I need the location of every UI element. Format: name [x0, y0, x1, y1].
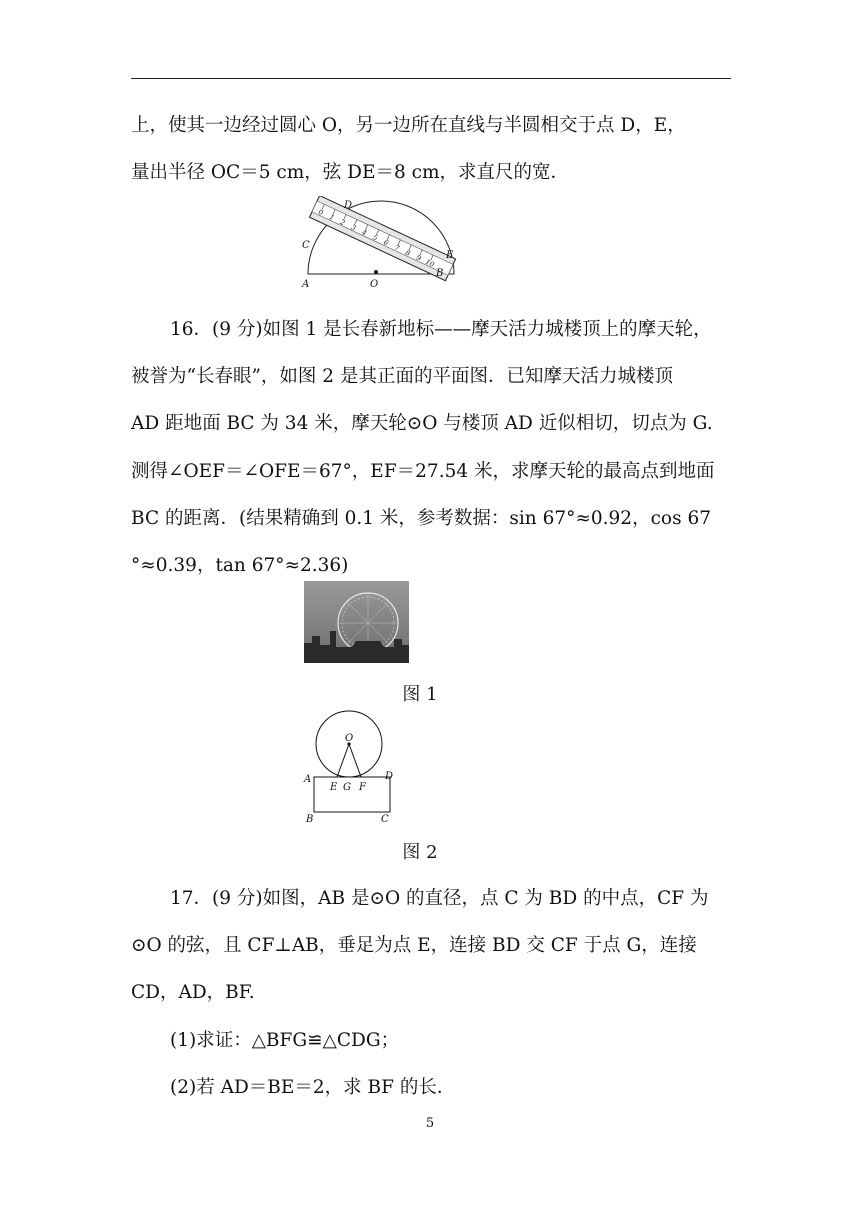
ruler-semicircle-figure — [298, 196, 462, 292]
label-D: D — [385, 771, 394, 782]
p16-line5: BC 的距离．(结果精确到 0.1 米，参考数据：sin 67°≈0.92，cos 67 — [131, 508, 711, 529]
label-F: F — [359, 782, 366, 793]
page-number: 5 — [425, 1116, 435, 1131]
ferris-wheel-photo — [304, 581, 409, 663]
p17-line1: 17．(9 分)如图，AB 是⊙O 的直径，点 C 为 BD 的中点，CF 为 — [170, 888, 709, 909]
ruler-mark: 2 — [338, 218, 347, 228]
figure1-caption: 图 1 — [402, 684, 438, 705]
ruler-mark: 9 — [414, 253, 423, 263]
p15-line1: 上，使其一边经过圆心 O，另一边所在直线与半圆相交于点 D，E， — [131, 115, 686, 136]
ruler-mark: 0 — [317, 208, 325, 218]
label-D: D — [344, 200, 353, 211]
p15-line2: 量出半径 OC＝5 cm，弦 DE＝8 cm，求直尺的宽． — [131, 162, 570, 183]
ruler-mark: 1 — [327, 213, 336, 223]
label-E: E — [446, 250, 454, 261]
ruler-mark: 7 — [393, 243, 401, 253]
p17-line3: CD，AD，BF. — [131, 982, 255, 1003]
figure2-caption: 图 2 — [402, 842, 438, 863]
label-G: G — [343, 782, 351, 793]
label-C: C — [302, 240, 310, 251]
ruler-mark: 5 — [371, 233, 379, 243]
p16-line3: AD 距地面 BC 为 34 米，摩天轮⊙O 与楼顶 AD 近似相切，切点为 G. — [131, 413, 713, 434]
ruler-mark: 4 — [360, 228, 368, 238]
p16-line2: 被誉为“长春眼”，如图 2 是其正面的平面图．已知摩天活力城楼顶 — [131, 366, 673, 387]
label-B: B — [436, 268, 444, 279]
label-A: A — [304, 774, 312, 785]
label-O: O — [345, 733, 354, 744]
label-C: C — [381, 814, 389, 825]
ruler-mark: 8 — [404, 248, 412, 258]
header-rule — [131, 78, 731, 79]
ruler-mark: 6 — [382, 238, 390, 248]
building-rect — [314, 777, 390, 812]
p17-line5: (2)若 AD＝BE＝2，求 BF 的长． — [170, 1077, 456, 1098]
label-E: E — [330, 782, 338, 793]
ferris-wheel-diagram — [300, 700, 410, 828]
label-O: O — [370, 279, 379, 290]
ruler-mark: 3 — [349, 223, 358, 233]
p16-line4: 测得∠OEF＝∠OFE＝67°，EF＝27.54 米，求摩天轮的最高点到地面 — [131, 461, 715, 482]
p16-line6: °≈0.39，tan 67°≈2.36) — [131, 555, 349, 576]
p16-line1: 16．(9 分)如图 1 是长春新地标——摩天活力城楼顶上的摩天轮， — [170, 319, 712, 340]
label-B: B — [306, 814, 314, 825]
ruler-mark: 10 — [423, 257, 436, 269]
p17-line4: (1)求证：△BFG≌△CDG； — [170, 1030, 400, 1051]
p17-line2: ⊙O 的弦，且 CF⊥AB，垂足为点 E，连接 BD 交 CF 于点 G，连接 — [131, 935, 697, 956]
label-A: A — [302, 279, 310, 290]
